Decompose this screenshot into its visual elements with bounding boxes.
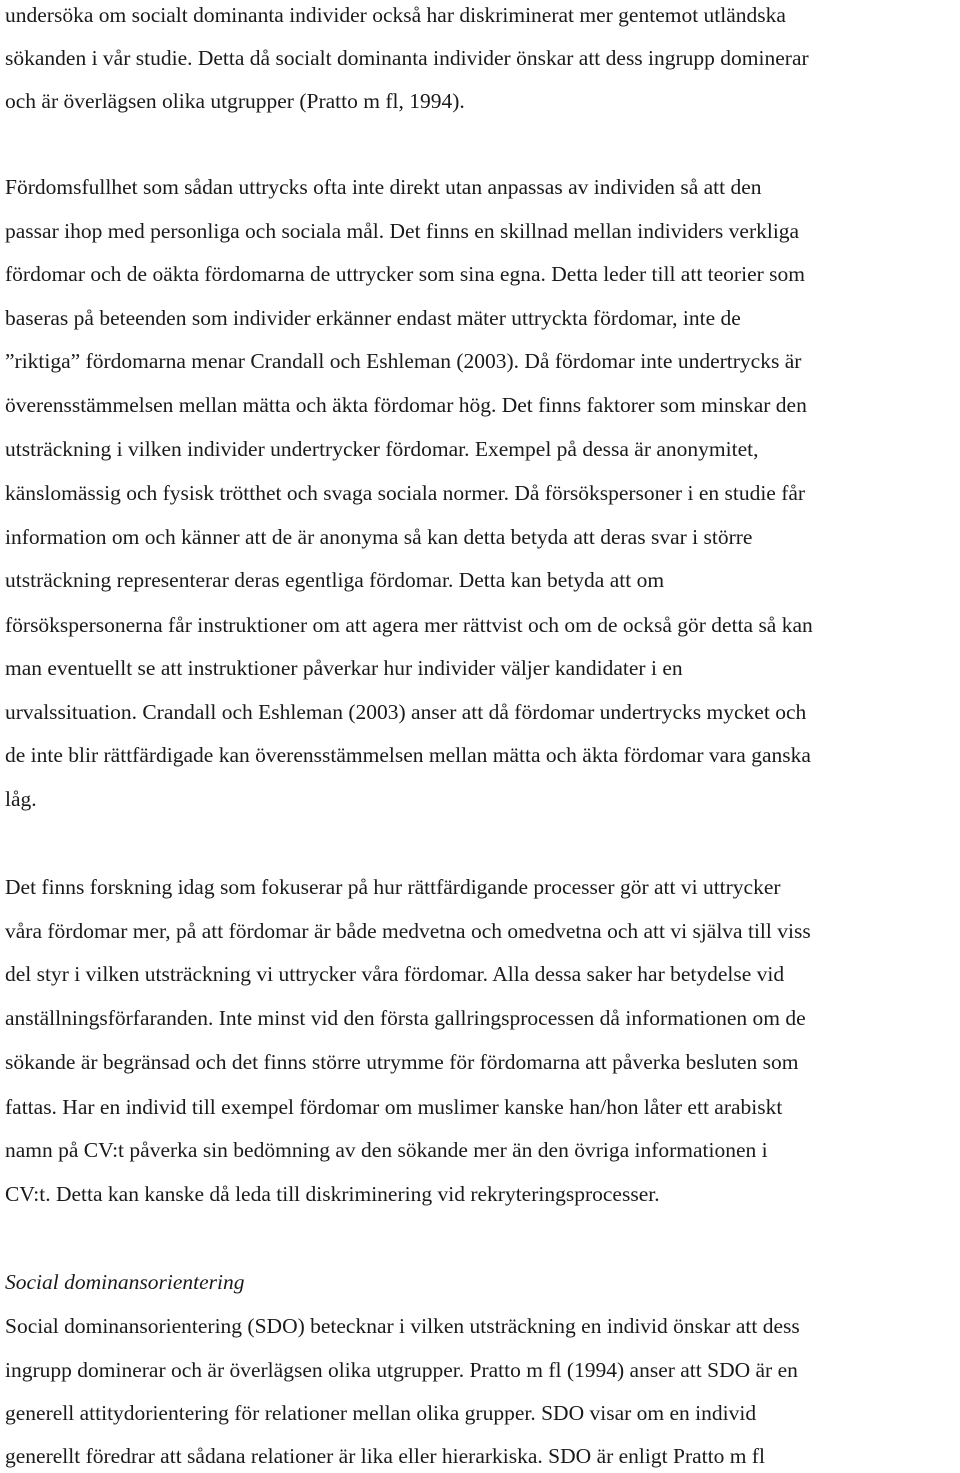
text-line: anställningsförfaranden. Inte minst vid den första gallringsprocessen då informationen om de — [5, 1006, 806, 1030]
text-line: överensstämmelsen mellan mätta och äkta fördomar hög. Det finns faktorer som minskar den — [5, 393, 807, 417]
text-line: man eventuellt se att instruktioner påverkar hur individer väljer kandidater i en — [5, 656, 683, 680]
text-line: Social dominansorientering (SDO) betecknar i vilken utsträckning en individ önskar att dess — [5, 1314, 800, 1338]
text-line: ”riktiga” fördomarna menar Crandall och Eshleman (2003). Då fördomar inte undertrycks är — [5, 349, 802, 373]
text-line: våra fördomar mer, på att fördomar är både medvetna och omedvetna och att vi själva till viss — [5, 919, 811, 943]
text-line: Det finns forskning idag som fokuserar på hur rättfärdigande processer gör att vi uttrycker — [5, 875, 781, 899]
text-line: Fördomsfullhet som sådan uttrycks ofta inte direkt utan anpassas av individen så att den — [5, 175, 762, 199]
text-line: baseras på beteenden som individer erkänner endast mäter uttryckta fördomar, inte de — [5, 306, 741, 330]
text-line: passar ihop med personliga och sociala mål. Det finns en skillnad mellan individers verkliga — [5, 219, 800, 243]
text-line: sökande är begränsad och det finns större utrymme för fördomarna att påverka besluten som — [5, 1050, 799, 1074]
text-line: del styr i vilken utsträckning vi uttrycker våra fördomar. Alla dessa saker har betydelse vid — [5, 962, 785, 986]
text-line: information om och känner att de är anonyma så kan detta betyda att deras svar i större — [5, 525, 753, 549]
text-line: CV:t. Detta kan kanske då leda till diskriminering vid rekryteringsprocesser. — [5, 1182, 660, 1206]
text-line: känslomässig och fysisk trötthet och svaga sociala normer. Då försökspersoner i en studie får — [5, 481, 806, 505]
text-line: namn på CV:t påverka sin bedömning av den sökande mer än den övriga informationen i — [5, 1138, 768, 1162]
text-line: generell attitydorientering för relationer mellan olika grupper. SDO visar om en individ — [5, 1401, 757, 1425]
text-line: urvalssituation. Crandall och Eshleman (2003) anser att då fördomar undertrycks mycket och — [5, 700, 807, 724]
text-line: fattas. Har en individ till exempel fördomar om muslimer kanske han/hon låter ett arabiskt — [5, 1095, 783, 1119]
text-line: ingrupp dominerar och är överlägsen olika utgrupper. Pratto m fl (1994) anser att SDO är en — [5, 1358, 798, 1382]
text-line: utsträckning i vilken individer undertrycker fördomar. Exempel på dessa är anonymitet, — [5, 437, 759, 461]
text-line: försökspersonerna får instruktioner om att agera mer rättvist och om de också gör detta så kan — [5, 613, 813, 637]
text-line: låg. — [5, 787, 37, 811]
text-line: generellt föredrar att sådana relationer är lika eller hierarkiska. SDO är enligt Pratto m fl — [5, 1444, 765, 1468]
section-heading: Social dominansorientering — [5, 1270, 245, 1294]
text-line: och är överlägsen olika utgrupper (Pratto m fl, 1994). — [5, 89, 465, 113]
text-line: sökanden i vår studie. Detta då socialt dominanta individer önskar att dess ingrupp dominerar — [5, 46, 809, 70]
text-line: de inte blir rättfärdigade kan överensstämmelsen mellan mätta och äkta fördomar vara ganska — [5, 743, 811, 767]
text-line: undersöka om socialt dominanta individer också har diskriminerat mer gentemot utländska — [5, 3, 786, 27]
text-line: utsträckning representerar deras egentliga fördomar. Detta kan betyda att om — [5, 568, 665, 592]
text-line: fördomar och de oäkta fördomarna de uttrycker som sina egna. Detta leder till att teorier som — [5, 262, 805, 286]
